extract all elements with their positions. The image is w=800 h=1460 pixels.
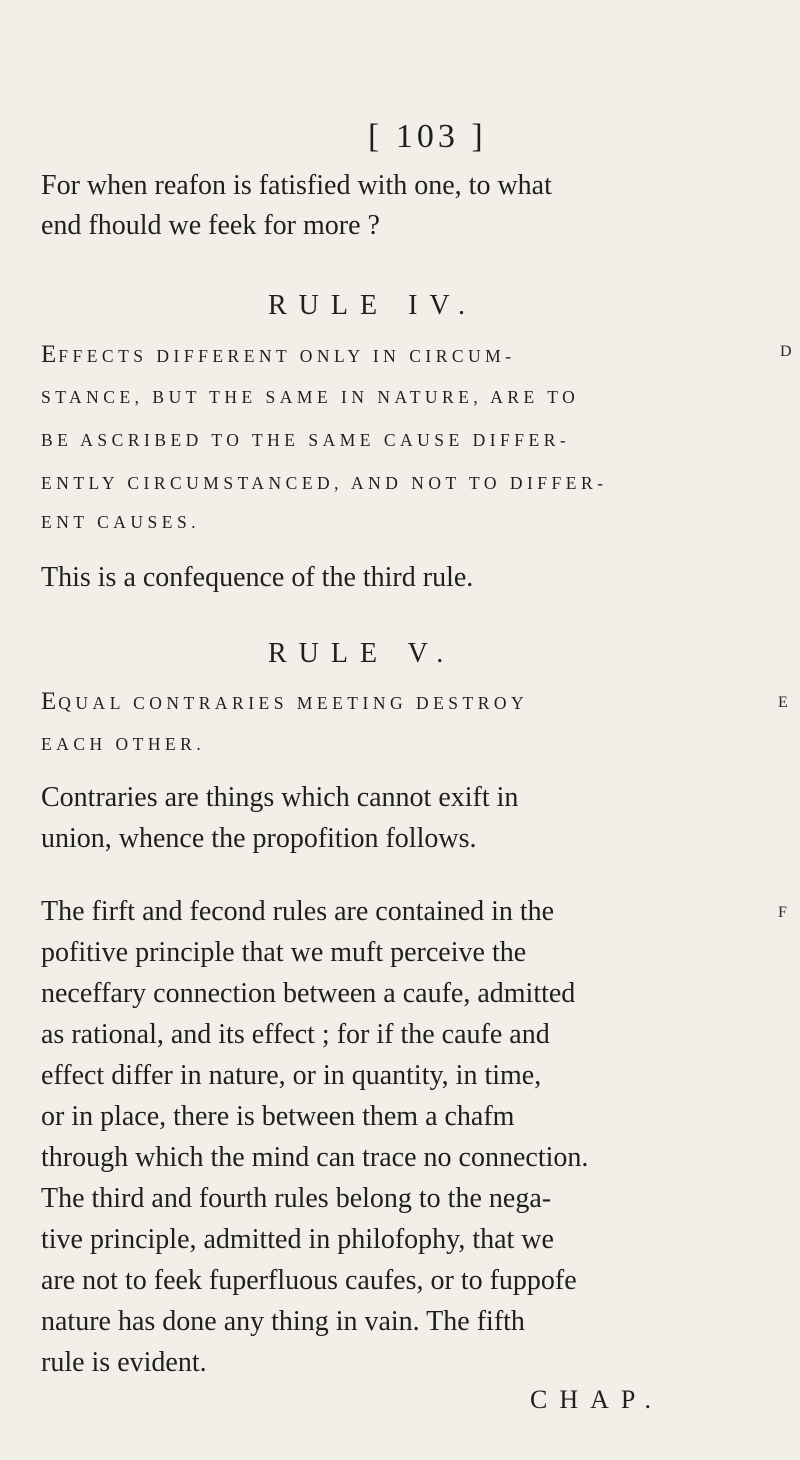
margin-signature-letter: F bbox=[778, 904, 787, 921]
paragraph-line: The firft and fecond rules are contained in the bbox=[41, 896, 555, 927]
paragraph-line: tive principle, admitted in philofophy, that we bbox=[41, 1224, 554, 1255]
paragraph-line: are not to feek fuperfluous caufes, or to fuppofe bbox=[41, 1265, 577, 1296]
rule-heading: RULE IV. bbox=[268, 290, 478, 321]
rule-statement-line: EFFECTS DIFFERENT ONLY IN CIRCUM- bbox=[41, 341, 516, 368]
paragraph-line: For when reafon is fatisfied with one, to what bbox=[41, 170, 552, 201]
rule-comment: This is a confequence of the third rule. bbox=[41, 562, 474, 593]
paragraph-line: or in place, there is between them a chafm bbox=[41, 1101, 515, 1132]
paragraph-line: neceffary connection between a caufe, admitted bbox=[41, 978, 576, 1009]
paragraph-line: as rational, and its effect ; for if the caufe and bbox=[41, 1019, 550, 1050]
paragraph-line: through which the mind can trace no connection. bbox=[41, 1142, 589, 1173]
catchword: CHAP. bbox=[530, 1385, 663, 1414]
paragraph-line: effect differ in nature, or in quantity, in time, bbox=[41, 1060, 542, 1091]
paragraph-line: The third and fourth rules belong to the nega- bbox=[41, 1183, 552, 1214]
rule-statement-line: ENT CAUSES. bbox=[41, 512, 201, 532]
rule-heading: RULE V. bbox=[268, 638, 456, 669]
rule-comment-line: union, whence the propofition follows. bbox=[41, 823, 477, 854]
rule-statement-line: BE ASCRIBED TO THE SAME CAUSE DIFFER- bbox=[41, 430, 571, 450]
paragraph-line: nature has done any thing in vain. The fifth bbox=[41, 1306, 525, 1337]
rule-statement-line: EQUAL CONTRARIES MEETING DESTROY bbox=[41, 688, 529, 715]
paragraph-line: rule is evident. bbox=[41, 1347, 207, 1378]
page-number: [ 103 ] bbox=[368, 118, 487, 155]
margin-signature-letter: E bbox=[778, 694, 788, 711]
paragraph-line: end fhould we feek for more ? bbox=[41, 210, 380, 241]
rule-statement-line: EACH OTHER. bbox=[41, 734, 206, 754]
rule-statement-line: STANCE, BUT THE SAME IN NATURE, ARE TO bbox=[41, 387, 580, 407]
rule-comment-line: Contraries are things which cannot exift in bbox=[41, 782, 519, 813]
rule-statement-line: ENTLY CIRCUMSTANCED, AND NOT TO DIFFER- bbox=[41, 473, 608, 493]
paragraph-line: pofitive principle that we muft perceive the bbox=[41, 937, 527, 968]
margin-signature-letter: D bbox=[780, 343, 792, 360]
